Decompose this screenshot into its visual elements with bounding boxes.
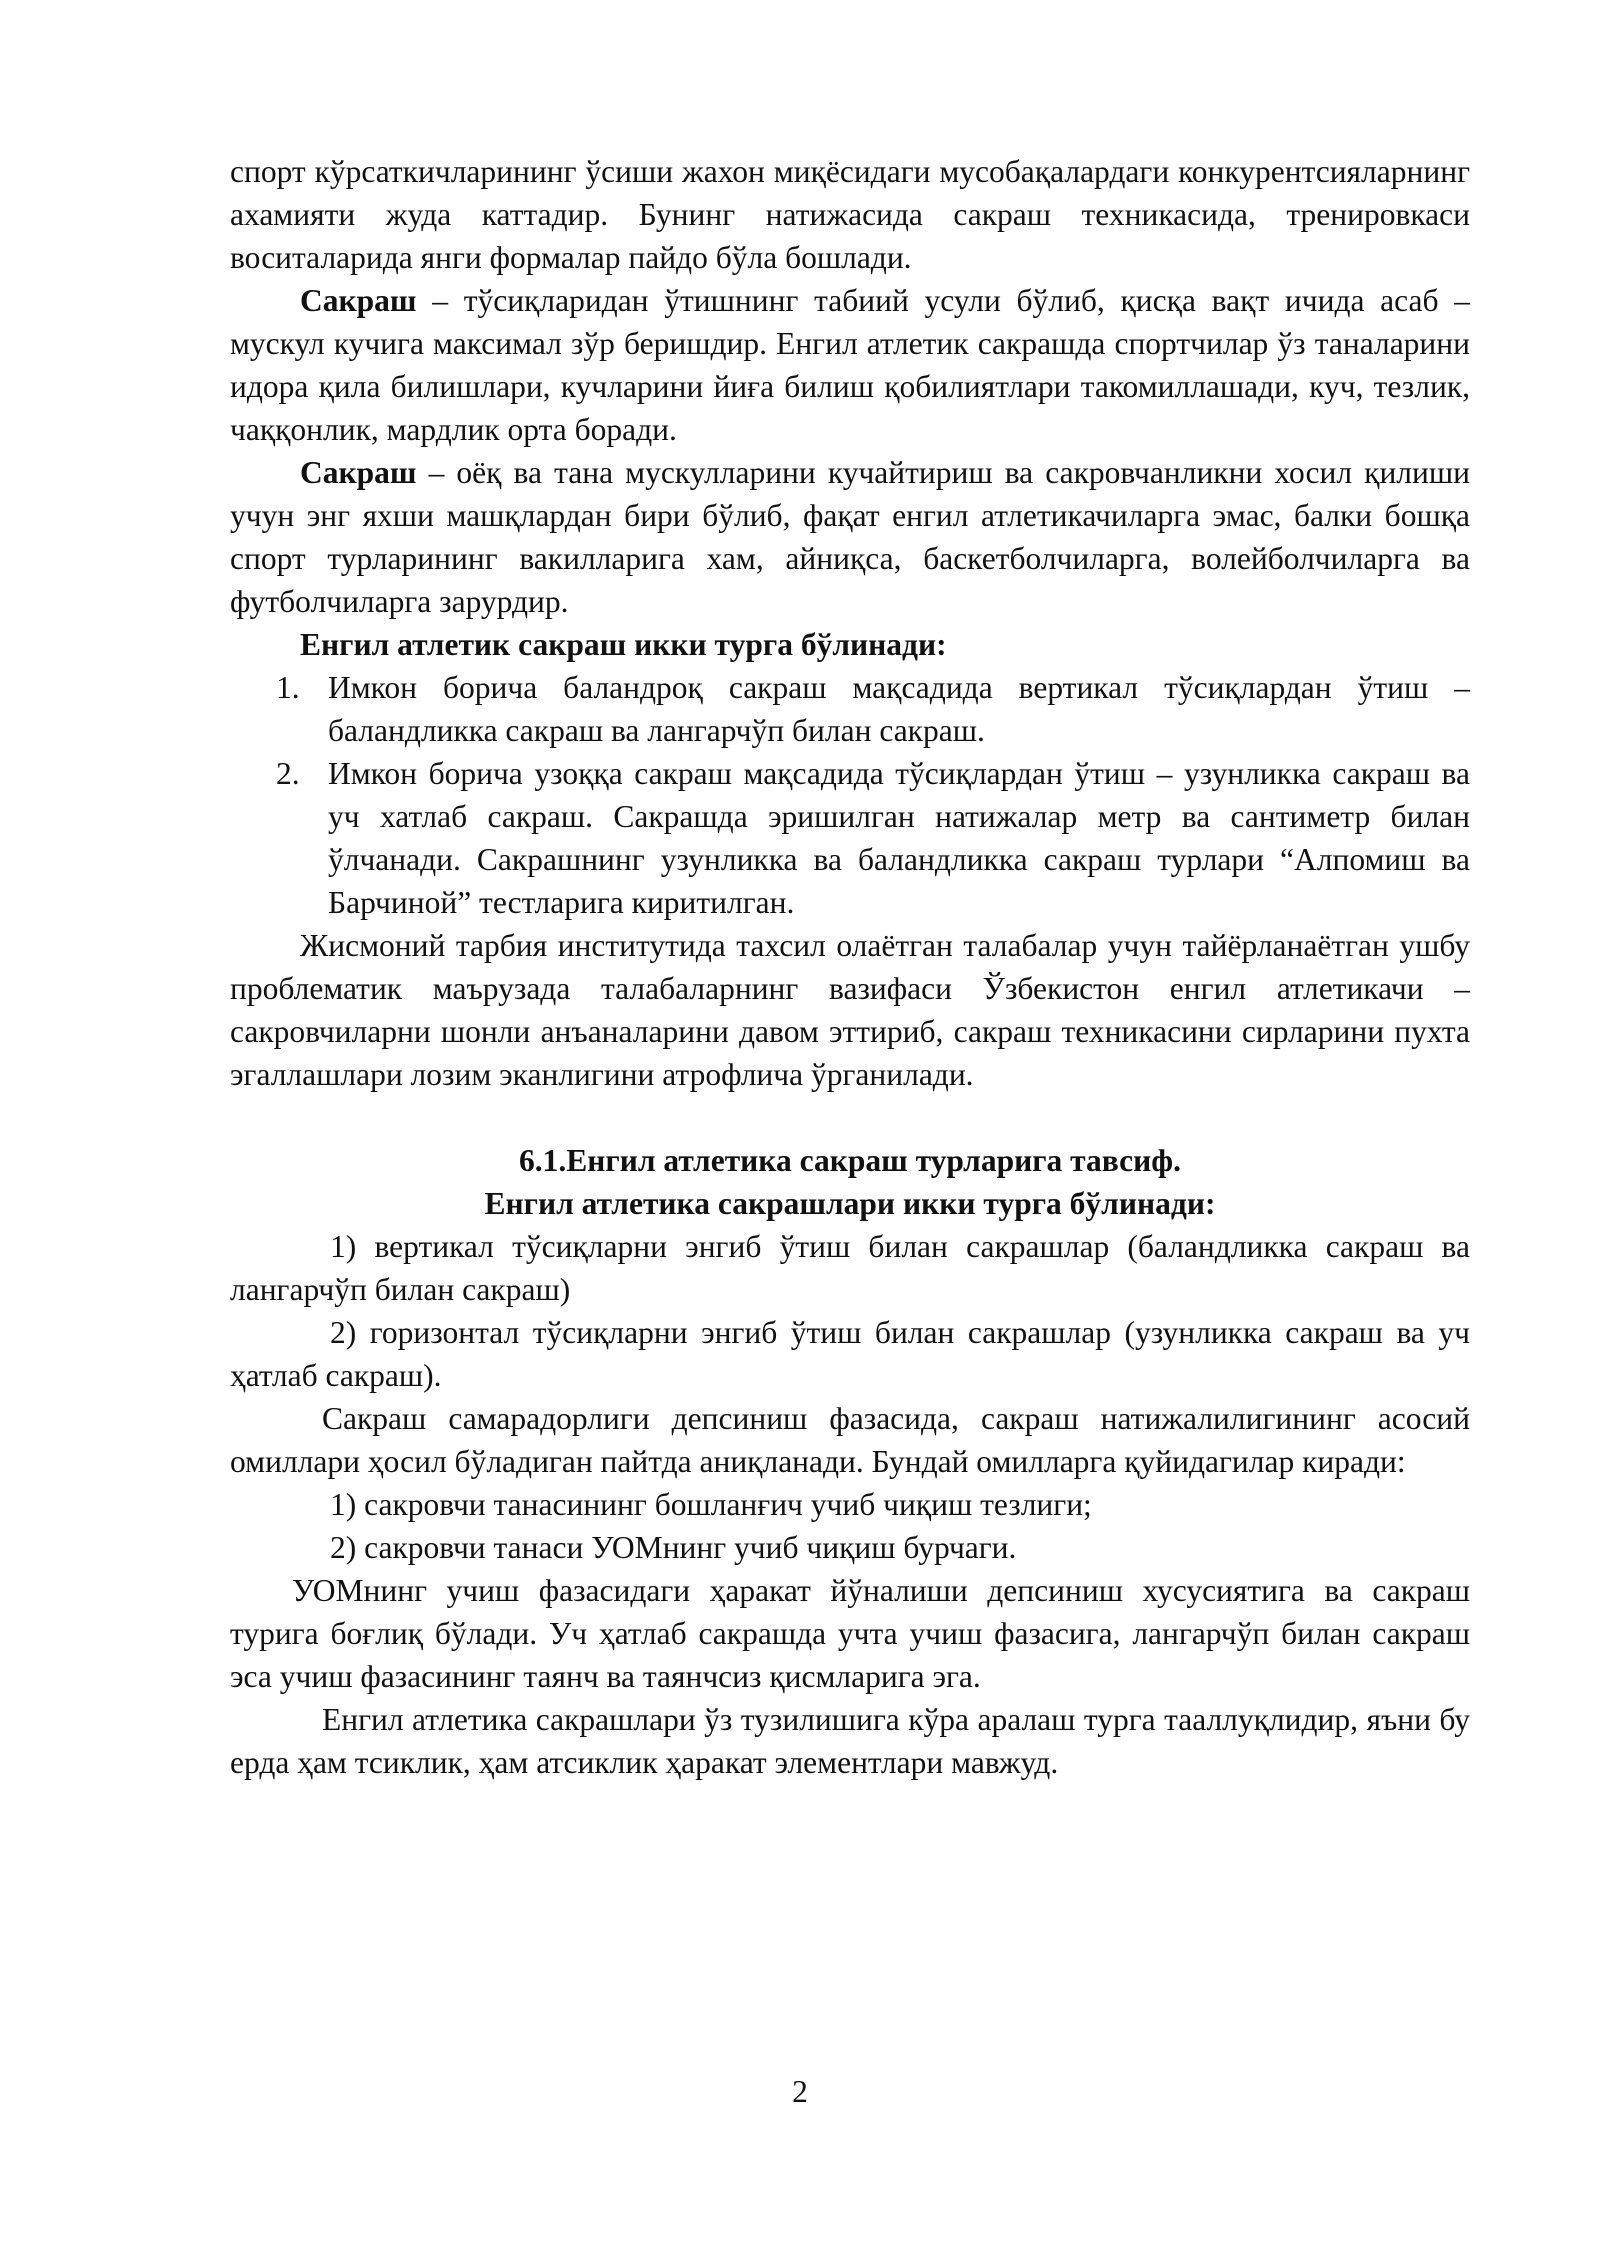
paragraph-efficiency: Сакраш самарадорлиги депсиниш фазасида, сакраш натижалилигининг асосий омиллари ҳосил бўладиган пайтда аниқланади. Бундай омилларга қуйидагилар киради: xyxy=(230,1401,1470,1479)
page-number: 2 xyxy=(792,2074,808,2109)
paragraph-text: – тўсиқларидан ўтишнинг табиий усули бўлиб, қисқа вақт ичида асаб – мускул кучига максимал зўр беришдир. Енгил атлетик сакрашда спортчилар ўз таналарини идора қила билишлари, кучларини йиға билиш қобилиятлари такомиллашади, куч, тезлик, чаққонлик, мардлик орта боради. xyxy=(230,283,1470,447)
paragraph-flight-phase: УОМнинг учиш фазасидаги ҳаракат йўналиши депсиниш хусусиятига ва сакраш турига боғлиқ бўлади. Уч ҳатлаб сакрашда учта учиш фазасига, лангарчўп билан сакраш эса учиш фазасининг таянч ва таянчсиз қисмларига эга. xyxy=(230,1573,1470,1694)
section-subtitle: Енгил атлетика сакрашлари икки турга бўлинади: xyxy=(484,1186,1216,1221)
paragraph-continuation: спорт кўрсаткичларининг ўсиши жахон миқёсидаги мусобақалардаги конкурентсияларнинг ахамияти жуда каттадир. Бунинг натижасида сакраш техникасида, тренировкаси воситаларида янги формалар пайдо бўла бошлади. xyxy=(230,154,1470,275)
bold-term: Сакраш xyxy=(300,455,417,490)
section-title: 6.1.Енгил атлетика сакраш турларига тавсиф. xyxy=(519,1143,1181,1178)
list-number: 1. xyxy=(276,670,300,705)
factor-item-speed: 1) сакровчи танасининг бошланғич учиб чиқиш тезлиги; xyxy=(330,1487,1092,1522)
list-number: 2. xyxy=(276,756,300,791)
list-item xyxy=(230,666,1470,752)
factor-item-angle: 2) сакровчи танаси УОМнинг учиб чиқиш бурчаги. xyxy=(330,1530,1017,1565)
section-item-vertical: 1) вертикал тўсиқларни энгиб ўтиш билан сакрашлар (баландликка сакраш ва лангарчўп билан сакраш) xyxy=(230,1229,1470,1307)
list-item-text: Имкон борича баландроқ сакраш мақсадида вертикал тўсиқлардан ўтиш – баландликка сакраш ва лангарчўп билан сакраш. xyxy=(328,670,1470,748)
section-item-horizontal: 2) горизонтал тўсиқларни энгиб ўтиш билан сакрашлар (узунликка сакраш ва уч ҳатлаб сакраш). xyxy=(230,1315,1470,1393)
list-item-text: Имкон борича узоққа сакраш мақсадида тўсиқлардан ўтиш – узунликка сакраш ва уч хатлаб сакраш. Сакрашда эришилган натижалар метр ва сантиметр билан ўлчанади. Сакрашнинг узунликка ва баландликка сакраш турлари “Алпомиш ва Барчиной” тестларига киритилган. xyxy=(328,756,1470,920)
paragraph-jump-definition xyxy=(230,279,1470,451)
paragraph-institute: Жисмоний тарбия институтида тахсил олаётган талабалар учун тайёрланаётган ушбу проблематик маърузада талабаларнинг вазифаси Ўзбекистон енгил атлетикачи – сакровчиларни шонли анъаналарини давом эттириб, сакраш техникасини сирларини пухта эгаллашлари лозим эканлигини атрофлича ўрганилади. xyxy=(230,928,1470,1092)
types-heading: Енгил атлетик сакраш икки турга бўлинади: xyxy=(300,627,947,662)
types-list xyxy=(230,666,1470,924)
paragraph-text: – оёқ ва тана мускулларини кучайтириш ва сакровчанликни хосил қилиши учун энг яхши машқлардан бири бўлиб, фақат енгил атлетикачиларга эмас, балки бошқа спорт турларининг вакилларига хам, айниқса, баскетболчиларга, волейболчиларга ва футболчиларга зарурдир. xyxy=(230,455,1470,619)
list-item xyxy=(230,752,1470,924)
bold-term: Сакраш xyxy=(300,283,417,318)
paragraph-structure: Енгил атлетика сакрашлари ўз тузилишига кўра аралаш турга тааллуқлидир, яъни бу ерда ҳам тсиклик, ҳам атсиклик ҳаракат элементлари мавжуд. xyxy=(230,1702,1470,1780)
paragraph-jump-benefits xyxy=(230,451,1470,623)
